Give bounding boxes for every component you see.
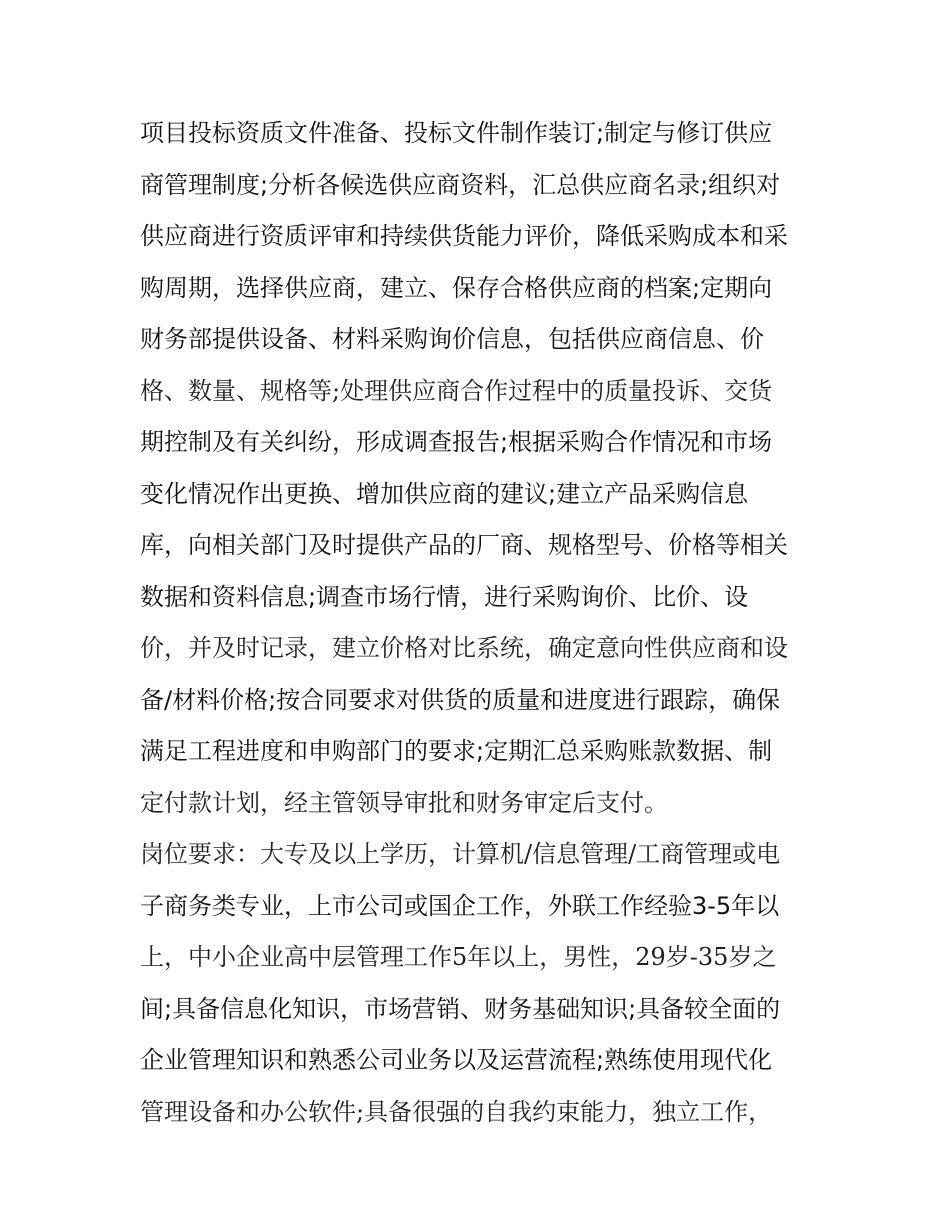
text-line: 项目投标资质文件准备、投标文件制作装订;制定与修订供应 xyxy=(140,119,773,147)
body-text xyxy=(140,108,820,1138)
text-line: 企业管理知识和熟悉公司业务以及运营流程;熟练使用现代化 xyxy=(140,1046,773,1074)
text-line: 价，并及时记录，建立价格对比系统，确定意向性供应商和设 xyxy=(140,634,788,662)
text-line: 岗位要求：大专及以上学历，计算机/信息管理/工商管理或电 xyxy=(140,840,781,868)
text-line: 供应商进行资质评审和持续供货能力评价，降低采购成本和采 xyxy=(140,222,788,250)
text-line: 库，向相关部门及时提供产品的厂商、规格型号、价格等相关 xyxy=(140,531,788,559)
text-line: 期控制及有关纠纷，形成调查报告;根据采购合作情况和市场 xyxy=(140,428,773,456)
text-line: 购周期，选择供应商，建立、保存合格供应商的档案;定期向 xyxy=(140,273,773,302)
text-line: 备/材料价格;按合同要求对供货的质量和进度进行跟踪，确保 xyxy=(140,685,781,714)
text-line: 间;具备信息化知识，市场营销、财务基础知识;具备较全面的 xyxy=(140,994,781,1023)
text-line: 数据和资料信息;调查市场行情，进行采购询价、比价、设 xyxy=(140,582,749,611)
text-line: 商管理制度;分析各候选供应商资料，汇总供应商名录;组织对 xyxy=(140,170,781,199)
text-line: 财务部提供设备、材料采购询价信息，包括供应商信息、价 xyxy=(140,325,764,353)
text-line: 变化情况作出更换、增加供应商的建议;建立产品采购信息 xyxy=(140,479,749,508)
text-line: 定付款计划，经主管领导审批和财务审定后支付。 xyxy=(140,788,668,817)
text-line: 管理设备和办公软件;具备很强的自我约束能力，独立工作， xyxy=(140,1097,773,1126)
text-line: 格、数量、规格等;处理供应商合作过程中的质量投诉、交货 xyxy=(140,376,773,405)
text-line: 子商务类专业，上市公司或国企工作，外联工作经验3-5年以 xyxy=(140,891,780,920)
text-line: 上，中小企业高中层管理工作5年以上，男性，29岁-35岁之 xyxy=(140,943,777,971)
text-line: 满足工程进度和申购部门的要求;定期汇总采购账款数据、制 xyxy=(140,737,773,765)
